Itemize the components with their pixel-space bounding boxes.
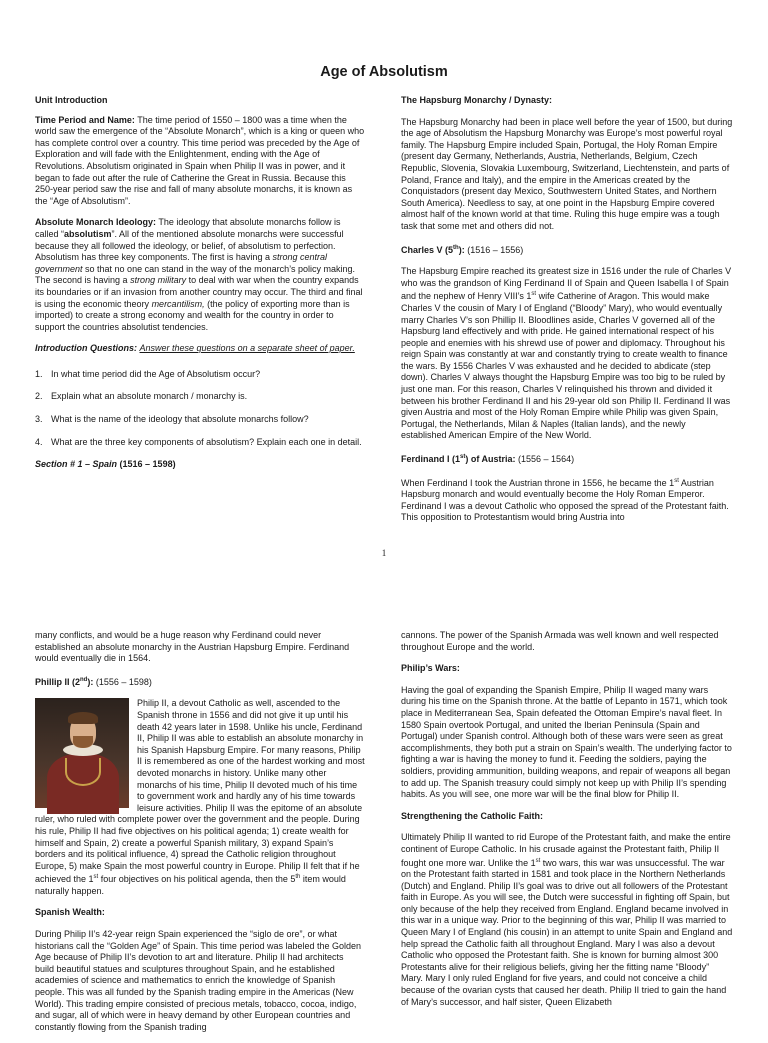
philip-ii-heading: Phillip II (2nd): (1556 – 1598) (35, 676, 152, 687)
charles-v-paragraph: The Hapsburg Empire reached its greatest size in 1516 under the rule of Charles V who was the grandson of King Ferdinand II of Spain and Queen Isabella I of Spain and the nephew of Henry VIII’s 1st wife Catherine of Aragon. This would make Charles V the cousin of Mary I of England (“Bloody” Mary), who would eventually marry Charles V’s son Phillip II. Bloodlines aside, Charles V governed all of the Hapsburg land effectively and with pride. He gained international respect of his people and enemies with his shrewd use of power and diplomacy. Throughout his reign Spain was constantly at war and constantly trying to create wealth to finance the wars. By 1556 Charles V was exhausted and he decided to abdicate (step down). Charles V always thought the Hapsburg Empire was too big to be ruled by just one man. For this reason, Charles V relinquished his thrown and divided it between his brother Ferdinand II and his 29-year old son Philip II. Ferdinand II was given Austria and most of the Holy Roman Empire while Philip was given Spain, Portugal, the Netherlands, Milan & Naples (Italian lands), and the newly established American Empire of the New World. (401, 266, 732, 441)
right-column-page-1 (401, 95, 733, 534)
hapsburg-paragraph: The Hapsburg Monarchy had been in place well before the year of 1500, but during the age of Absolutism the Hapsburg Monarchy was Europe’s most powerful royal family. The Hapsburg Empire included Spain, Portugal, the Holy Roman Empire (present day Germany, Netherlands, Austria, Netherlands, Belgium, Czech Republic, Slovenia, Slovakia Luxembourg, Switzerland, Liechtenstein, and parts of Poland, France and Italy), and the empire in the Americas created by the Conquistadors (present day Mexico, Southwestern United States, and Northern South America). Needless to say, at one point in the Hapsburg Empire covered almost half of the known world at that time. Ruling this huge empire was a tough task that some met and others did not. (401, 116, 733, 231)
page-number: 1 (381, 548, 387, 558)
ferdinand-continued-paragraph: many conflicts, and would be a huge reason why Ferdinand could never established an absolute monarchy in the Austrian Hapsburg Empire. Ferdinand would eventually die in 1564. (35, 630, 350, 664)
philip-ii-portrait (35, 698, 129, 808)
page-2 (0, 618, 768, 1032)
unit-introduction-heading: Unit Introduction (35, 95, 108, 105)
page-gap (0, 578, 768, 618)
time-period-paragraph: Time Period and Name: The time period of 1550 – 1800 was a time when the world saw the emergence of the “Absolute Monarch”, which is a king or queen who has complete control over a country. This time period was preceded by the Age of Exploration and will fade with the Enlightenment, ending with the Age of Revolutions. Absolutism originated in Spain when Philip II was in power, and it began to fade out after the rule of Catherine the Great in Russia. Because this 250-year period saw the rise and fall of many absolute monarchs, it is known as the “Age of Absolutism”. (35, 114, 365, 206)
catholic-faith-paragraph: Ultimately Philip II wanted to rid Europe of the Protestant faith, and make the entire continent of Europe Catholic. In his crusade against the Protestant faith, Philip II fought one more war. Unlike the 1st two wars, this war was unsuccessful. The war on the Protestant faith started in 1581 and took place in the Northern Netherlands (Dutch) and England. Philip II’s goal was to drive out all followers of the Protestant faith in Europe. As you will see, the Dutch were successful in fighting off Spain, but only because of the help they received from England. England became involved in this war in a unique way. Prior to the beginning of this war, Philip II was married to Queen Mary I of England (his cousin) in an attempt to unite Spain and England and help spread the Catholic faith all throughout England. Mary I was also a devout Catholic who opposed the Protestant faith. She is known for burning almost 300 Protestants alive for their religious beliefs, giving her the fitting name “Bloody” Mary. Mary I only ruled England for five years, and could not conceive a child because of the ovarian cysts that caused her death. Philip II tried to gain the hand of Mary’s successor, and half sister, Queen Elizabeth (401, 832, 733, 1007)
question-item: 1. In what time period did the Age of Absolutism occur? (35, 368, 261, 379)
armada-continued-paragraph: cannons. The power of the Spanish Armada was well known and well respected throughout Europe and the world. (401, 630, 719, 652)
philips-wars-heading: Philip’s Wars: (401, 663, 460, 674)
catholic-faith-heading: Strengthening the Catholic Faith: (401, 810, 543, 821)
section-1-heading: Section # 1 – Spain (1516 – 1598) (35, 459, 176, 470)
page-title: Age of Absolutism (320, 64, 448, 80)
question-item: 3. What is the name of the ideology that absolute monarchs follow? (35, 414, 309, 425)
introduction-questions-heading: Introduction Questions: Answer these questions on a separate sheet of paper. (35, 343, 355, 354)
ideology-paragraph: Absolute Monarch Ideology: The ideology that absolute monarchs follow is called “absolutism”. All of the mentioned absolute monarchs were successful because they all followed the ideology, or belief, of absolutism to perfection. Absolutism has three key components. The first is having a strong central government so that no one can stand in the way of the monarch’s policy making. The second is having a strong military to deal with war when the country expands its boundaries or if an invasion from another country may occur. The third and final is using the economic theory mercantilism, (the policy of exporting more than is imported) to create a strong economy and wealth for the country in order to support the countries absolutist tendencies. (35, 217, 363, 332)
question-item: 2. Explain what an absolute monarch / monarchy is. (35, 391, 248, 402)
left-column-page-2 (35, 630, 365, 1043)
ferdinand-paragraph: When Ferdinand I took the Austrian throne in 1556, he became the 1st Austrian Hapsburg monarch and would eventually become the Holy Roman Emperor. Ferdinand I was a devout Catholic who opposed the spread of the Protestant faith. This opposition to Protestantism would bring Austria into (401, 477, 729, 523)
philips-wars-paragraph: Having the goal of expanding the Spanish Empire, Philip II waged many wars during his time on the Spanish throne. At the battle of Lepanto in 1571, which took place in Mediterranean Sea, Spain defeated the Ottoman Empire’s naval fleet. In 1580 Spain overtook Portugal, and united the Iberian Peninsula (Spain and Portugal) under Spanish control. Although both of these wars were seen as great accomplishments, they both put a strain on Spain’s wealth. The underlying factor to fighting a war is having the money to fund it. Feeding the soldiers, paying the soldiers, providing ammunition, building weapons, and repair of weapons all began to add up. The Spanish treasury could simply not keep up with Philip II’s spending habits. As you will see, one more war will be the final blow for Philip II. (401, 684, 732, 800)
spanish-wealth-paragraph: During Philip II’s 42-year reign Spain experienced the “siglo de ore”, or what historians call the “Golden Age” of Spain. This time period was labeled the Golden Age because of Philip II’s devotion to art and literature. Philip II had architects build beautiful statues and sculptures throughout Spain, and he established academies of science and mathematics to enrich the knowledge of Spanish people. This was all funded by the Spanish trading empire in the Americas (New World). This trading empire consisted of precious metals, tobacco, cocoa, indigo, and sugar, all of which were in heavy demand by other European countries and constantly flowing from the Spanish trading (35, 929, 362, 1032)
questions-list (35, 369, 365, 448)
hapsburg-heading: The Hapsburg Monarchy / Dynasty: (401, 95, 553, 105)
philip-ii-paragraph: Philip II, a devout Catholic as well, ascended to the Spanish throne in 1556 and did not give it up until his death 42 years later in 1598. Unlike his uncle, Ferdinand II, Philip II was able to establish an absolute monarchy in his Spanish Hapsburg Empire. For many reasons, Philip II is remembered as one of the hardest working and most devoted monarchs in history. Unlike many other monarchs of his time, Philip II devoted much of his time to government work and hardly any of his time towards leisure activities. Philip II was the epitome of an absolute ruler, who ruled with complete power over the government and the people. During his rule, Philip II had five objectives on his political agenda; 1) create wealth for himself and Spain, 2) create a powerful Spanish military, 3) expand Spain’s borders and its political influence, 4) spread the Catholic religion throughout Europe, 5) make Spain the most powerful country in Europe. Philip II felt that if he achieved the 1st four objectives on his political agenda, then the 5th item would naturally happen. (35, 698, 365, 896)
spanish-wealth-heading: Spanish Wealth: (35, 907, 105, 918)
question-item: 4. What are the three key components of absolutism? Explain each one in detail. (35, 436, 362, 447)
philip-ii-section (35, 698, 365, 907)
right-column-page-2 (401, 630, 733, 1018)
left-column-page-1 (35, 95, 365, 481)
charles-v-heading: Charles V (5th): (1516 – 1556) (401, 244, 524, 255)
ferdinand-heading: Ferdinand I (1st) of Austria: (1556 – 1564) (401, 454, 575, 465)
